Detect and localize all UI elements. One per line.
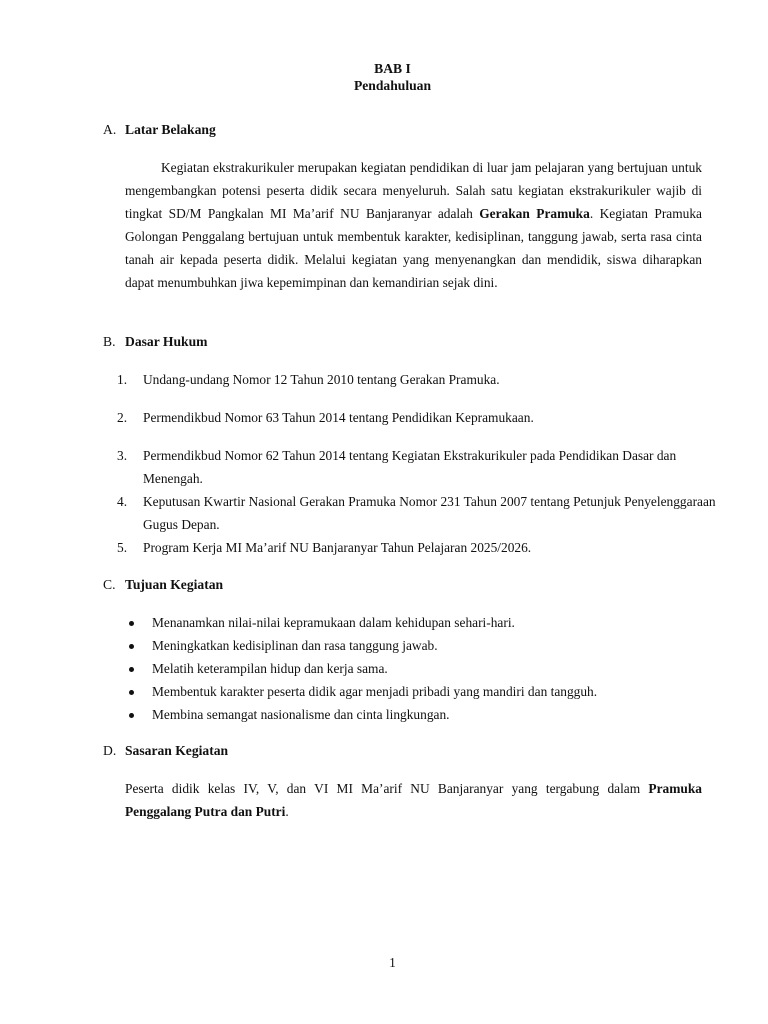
paragraph-text: Peserta didik kelas IV, V, dan VI MI Ma’arif NU Banjaranyar yang tergabung dalam [125, 781, 649, 796]
section-b-letter: B. [103, 334, 116, 349]
objectives-list [127, 611, 727, 726]
section-a-paragraph [125, 156, 702, 294]
section-a-heading [103, 122, 216, 138]
list-item-text: Menanamkan nilai-nilai kepramukaan dalam kehidupan sehari-hari. [152, 615, 515, 630]
list-item [127, 657, 727, 680]
section-c-title: Tujuan Kegiatan [125, 577, 224, 592]
list-item-text: Permendikbud Nomor 62 Tahun 2014 tentang Kegiatan Ekstrakurikuler pada Pendidikan Dasar dan Menengah. [143, 448, 677, 486]
list-item [117, 536, 717, 559]
list-item [117, 406, 717, 429]
bullet-icon [129, 667, 134, 672]
section-a-title: Latar Belakang [125, 122, 216, 137]
list-number: 1. [117, 372, 128, 387]
paragraph-text: . [285, 804, 289, 819]
list-item [117, 444, 717, 490]
list-item-text: Melatih keterampilan hidup dan kerja sama. [152, 661, 388, 676]
section-b-heading [103, 334, 207, 350]
list-item-text: Undang-undang Nomor 12 Tahun 2010 tentang Gerakan Pramuka. [143, 372, 500, 387]
bullet-icon [129, 690, 134, 695]
chapter-label: BAB I [374, 61, 411, 76]
list-number: 4. [117, 494, 128, 509]
bullet-icon [129, 713, 134, 718]
list-item-text: Program Kerja MI Ma’arif NU Banjaranyar Tahun Pelajaran 2025/2026. [143, 540, 532, 555]
list-item [127, 611, 727, 634]
page-number: 1 [389, 955, 396, 970]
section-c-heading [103, 577, 223, 593]
legal-basis-list [117, 368, 717, 559]
section-d-heading [103, 743, 228, 759]
list-item-text: Permendikbud Nomor 63 Tahun 2014 tentang Pendidikan Kepramukaan. [143, 410, 534, 425]
list-number: 3. [117, 448, 128, 463]
section-c-letter: C. [103, 577, 116, 592]
section-d-letter: D. [103, 743, 117, 758]
list-item-text: Membina semangat nasionalisme dan cinta lingkungan. [152, 707, 450, 722]
list-item [117, 490, 717, 536]
paragraph-text: . Kegiatan Pramuka Golongan Penggalang bertujuan untuk membentuk karakter, kedisiplinan, tanggung jawab, serta rasa cinta tanah air kepada peserta didik. Melalui kegiatan yang menyenangkan dan mendidik, siswa diharapkan dapat menumbuhkan jiwa kepemimpinan dan kemandirian sejak dini. [125, 206, 702, 290]
list-item [127, 680, 727, 703]
list-item-text: Membentuk karakter peserta didik agar menjadi pribadi yang mandiri dan tangguh. [152, 684, 598, 699]
section-d-title: Sasaran Kegiatan [125, 743, 229, 758]
list-item [117, 368, 717, 391]
section-d-paragraph [125, 777, 702, 823]
chapter-title: Pendahuluan [353, 78, 432, 93]
section-a-letter: A. [103, 122, 117, 137]
list-number: 2. [117, 410, 128, 425]
list-item [127, 703, 727, 726]
paragraph-bold-text: Gerakan Pramuka [479, 206, 590, 221]
list-number: 5. [117, 540, 128, 555]
section-b-title: Dasar Hukum [125, 334, 208, 349]
bullet-icon [129, 621, 134, 626]
list-item-text: Keputusan Kwartir Nasional Gerakan Pramuka Nomor 231 Tahun 2007 tentang Petunjuk Penyelenggaraan Gugus Depan. [143, 494, 716, 532]
list-item [127, 634, 727, 657]
paragraph-text: Kegiatan ekstrakurikuler merupakan kegiatan pendidikan di luar jam pelajaran yang bertujuan untuk mengembangkan potensi peserta didik secara menyeluruh. Salah satu kegiatan ekstrakurikuler wajib di tingkat SD/M Pangkalan MI Ma’arif NU Banjaranyar adalah [125, 160, 702, 221]
list-item-text: Meningkatkan kedisiplinan dan rasa tanggung jawab. [152, 638, 438, 653]
paragraph-bold-text: Pramuka Penggalang Putra dan Putri [125, 781, 702, 819]
bullet-icon [129, 644, 134, 649]
